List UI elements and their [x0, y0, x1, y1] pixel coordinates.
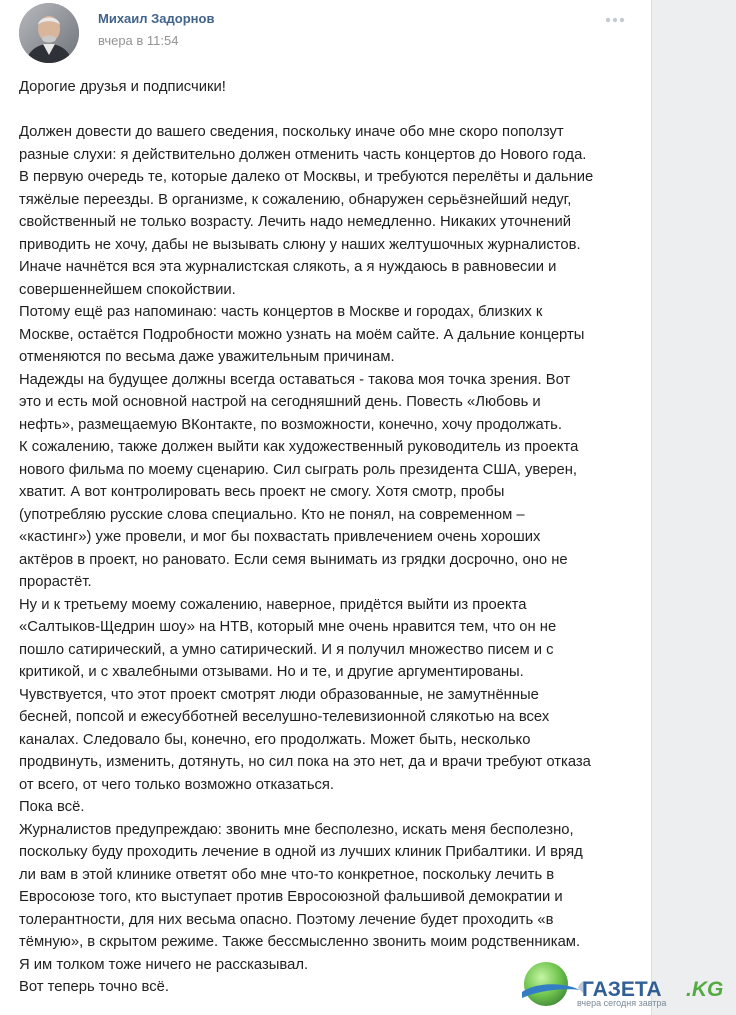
- author-name[interactable]: Михаил Задорнов: [98, 11, 215, 26]
- post-text-line: разные слухи: я действительно должен отменить часть концертов до Нового года.: [19, 146, 587, 163]
- post-text-line: отменяются по весьма даже уважительным причинам.: [19, 349, 395, 365]
- post-timestamp[interactable]: вчера в 11:54: [98, 33, 179, 48]
- post-text-line: совершеннейшем спокойствии.: [19, 281, 236, 298]
- more-dots-icon: [600, 10, 630, 30]
- post-text-line: Надежды на будущее должны всегда оставаться - такова моя точка зрения. Вот: [19, 371, 571, 388]
- post-text-line: [19, 99, 643, 122]
- post-text-line: приводить не хочу, дабы не вызывать слюну у наших желтушочных журналистов.: [19, 236, 581, 253]
- post-text-line: тяжёлые переезды. В организме, к сожалению, обнаружен серьёзнейший недуг,: [19, 191, 572, 208]
- post-text-line: актёров в проект, но рановато. Если семя вынимать из грядки досрочно, оно не: [19, 551, 568, 568]
- author-avatar[interactable]: [19, 3, 79, 63]
- post-text-line: тёмную», в скрытом режиме. Также бессмысленно звонить моим родственникам.: [19, 934, 581, 950]
- post-text-line: прорастёт.: [19, 574, 92, 590]
- post-text-line: Должен довести до вашего сведения, поскольку иначе обо мне скоро поползут: [19, 124, 564, 140]
- post-text-line: Я им толком тоже ничего не рассказывал.: [19, 956, 309, 973]
- post-text-line: ли вам в этой клинике ответят обо мне что-то конкретное, поскольку лечить в: [19, 866, 555, 883]
- post-text-line: нефть», размещаемую ВКонтакте, по возможности, конечно, хочу продолжать.: [19, 416, 562, 433]
- post-text-line: поскольку буду проходить лечение в одной из лучших клиник Прибалтики. И вряд: [19, 844, 583, 860]
- post-text-line: (употребляю русские слова специально. Кто не понял, на современном –: [19, 506, 525, 523]
- post-text-line: Иначе начнётся вся эта журналистская слякоть, а я нуждаюсь в равновесии и: [19, 259, 557, 275]
- post-menu-button[interactable]: [600, 10, 630, 30]
- post-text-line: Москве, остаётся Подробности можно узнать на моём сайте. А дальние концерты: [19, 326, 585, 343]
- avatar-photo: [19, 3, 79, 63]
- post-text-line: каналах. Следовало бы, конечно, его продолжать. Может быть, несколько: [19, 731, 531, 748]
- post-text-line: «кастинг») уже провели, и мог бы похвастать привлечением очень хороших: [19, 529, 541, 545]
- post-text-line: нового фильма по моему сценарию. Сил сыграть роль президента США, уверен,: [19, 461, 578, 478]
- post-text-line: Потому ещё раз напоминаю: часть концертов в Москве и городах, близких к: [19, 304, 543, 320]
- post-text-line: продвинуть, изменить, дотянуть, но сил пока на это нет, да и врачи требуют отказа: [19, 754, 591, 770]
- post-text-line: бесней, попсой и ежесубботней веселушно-телевизионной слякотью на всех: [19, 709, 550, 725]
- post-text-line: хватит. А вот контролировать весь проект не смогу. Хотя смотр, пробы: [19, 484, 505, 500]
- post-text-line: К сожалению, также должен выйти как художественный руководитель из проекта: [19, 439, 579, 455]
- post-text-line: Евросоюзе того, кто выступает против Евросоюзной фальшивой демократии и: [19, 889, 563, 905]
- post-text-line: Ну и к третьему моему сожалению, наверное, придётся выйти из проекта: [19, 596, 527, 613]
- post-text-line: толерантности, для них весьма опасно. Поэтому лечение будет проходить «в: [19, 911, 554, 928]
- post-text-line: Вот теперь точно всё.: [19, 979, 169, 995]
- post-text-line: Дорогие друзья и подписчики!: [19, 79, 226, 95]
- post-text-line: от всего, от чего только возможно отказаться.: [19, 776, 335, 793]
- post-text-line: Чувствуется, что этот проект смотрят люди образованные, не замутнённые: [19, 686, 539, 703]
- watermark-tagline: вчера сегодня завтра: [577, 998, 667, 1008]
- post-text-line: «Салтыков-Щедрин шоу» на НТВ, который мне очень нравится тем, что он не: [19, 619, 557, 635]
- post-text-line: это и есть мой основной настрой на сегодняшний день. Повесть «Любовь и: [19, 394, 541, 410]
- watermark-brand: ГАЗЕТА: [582, 978, 662, 1001]
- watermark-domain: .KG: [686, 978, 724, 1001]
- post-text-line: свойственный не только возрасту. Лечить надо немедленно. Никаких уточнений: [19, 214, 571, 230]
- post-text-line: пошло сатирический, а умно сатирический. И я получил множество писем и с: [19, 641, 554, 658]
- post-text-line: Пока всё.: [19, 799, 85, 815]
- post-text-line: критикой, и с хвалебными отзывами. Но и те, и другие аргументированы.: [19, 664, 524, 680]
- post-text-line: В первую очередь те, которые далеко от Москвы, и требуются перелёты и дальние: [19, 169, 594, 185]
- post-text-line: Журналистов предупреждаю: звонить мне бесполезно, искать меня бесполезно,: [19, 821, 574, 838]
- post-text: [19, 76, 643, 999]
